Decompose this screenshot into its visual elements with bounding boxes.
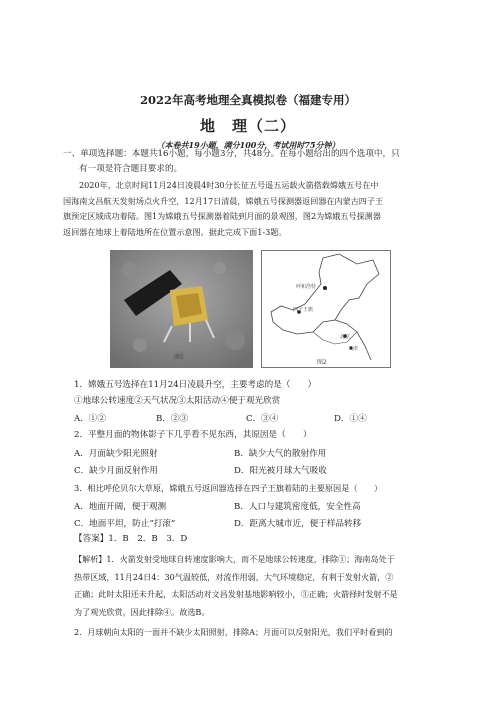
intro-line2: 国海南文昌航天发射场点火升空，12月17日清晨，嫦娥五号探测器返回器在内蒙古四子王 [63, 196, 384, 206]
answer-key: 【答案】1．B 2．B 3．D [74, 534, 188, 544]
question1-option-a: A．①② [74, 414, 106, 424]
question2-option-d: D．阳光被月球大气吸收 [234, 466, 327, 476]
analysis-line1: 【解析】1．火箭发射受地球自转速度影响大，而不是地球公转速度，排除①；海南岛处于 [74, 554, 395, 564]
city-marker [323, 286, 327, 290]
question3-option-d: D．距离大城市近，便于样品转移 [234, 519, 362, 529]
analysis-line4: 为了观光欣赏，因此排除④。故选B。 [74, 607, 210, 617]
question1-option-b: B．②③ [156, 414, 189, 424]
question3-stem: 3．相比呼伦贝尔大草原，嫦娥五号返回器选择在四子王旗着陆的主要原因是（ ） [74, 483, 383, 493]
question1-option-c: C．③④ [246, 414, 279, 424]
china-map-figure [261, 250, 391, 368]
section-instruction-line1: 一、单项选择题：本题共16小题，每小题3分，共48分。在每小题给出的四个选项中，只 [63, 149, 400, 159]
exam-title: 2022年高考地理全真模拟卷（福建专用） [139, 93, 356, 107]
question1-items: ①地球公转速度②天气状况③太阳活动④便于观光欣赏 [74, 396, 281, 406]
exam-note: （本卷共19小题，满分100分，考试用时75分钟） [156, 140, 340, 150]
analysis-line3: 正确；此时太阳还未升起，太阳活动对文昌发射基地影响较小，③正确；火箭择时发射不是 [74, 589, 398, 599]
question2-option-c: C．缺少月面反射作用 [74, 466, 158, 476]
map-label-place2: 四子王旗 [293, 307, 314, 313]
question3-option-b: B．人口与建筑密度低，安全性高 [234, 502, 361, 512]
lunar-lander-figure [110, 250, 253, 368]
figure2-caption: 图2 [317, 359, 327, 366]
analysis-line2: 热带区域，11月24日4：30气温较低，对流作用弱，大气环境稳定，有利于发射火箭，② [74, 572, 394, 582]
figure1-caption: 图1 [174, 354, 184, 361]
section-instruction-line2: 有一项是符合题目要求的。 [79, 164, 183, 174]
question2-option-b: B．缺少大气的散射作用 [234, 449, 327, 459]
map-label-place4: 天津 [348, 346, 359, 352]
intro-line1: 2020年，北京时间11月24日凌晨4时30分长征五号遥五运载火箭搭载嫦娥五号在中 [79, 180, 379, 190]
map-label-place1: 呼和浩特 [296, 284, 317, 290]
intro-line3: 旗预定区域成功着陆。图1为嫦娥五号探测器着陆到月面的景观图，图2为嫦娥五号探测器 [63, 211, 381, 221]
question1-stem: 1．嫦娥五号选择在11月24日凌晨升空，主要考虑的是（ ） [74, 380, 317, 390]
question2-option-a: A．月面缺少阳光照射 [74, 449, 158, 459]
question2-stem: 2．平整月面的物体影子下几乎看不见东西，其原因是（ ） [74, 430, 312, 440]
analysis-line5: 2．月球朝向太阳的一面并不缺少太阳照射，排除A；月面可以反射阳光，我们平时看到的 [74, 627, 393, 637]
question3-option-c: C．地面平坦，防止“打滚” [74, 519, 176, 529]
question1-option-d: D．①④ [334, 414, 367, 424]
subject-title: 地 理（二） [199, 117, 296, 135]
intro-line4: 返回器在地球上着陆地所在位置示意图。据此完成下面1-3题。 [63, 227, 287, 237]
map-label-place3: 北京 [340, 334, 351, 340]
question3-option-a: A．地面开阔，便于观测 [74, 502, 167, 512]
